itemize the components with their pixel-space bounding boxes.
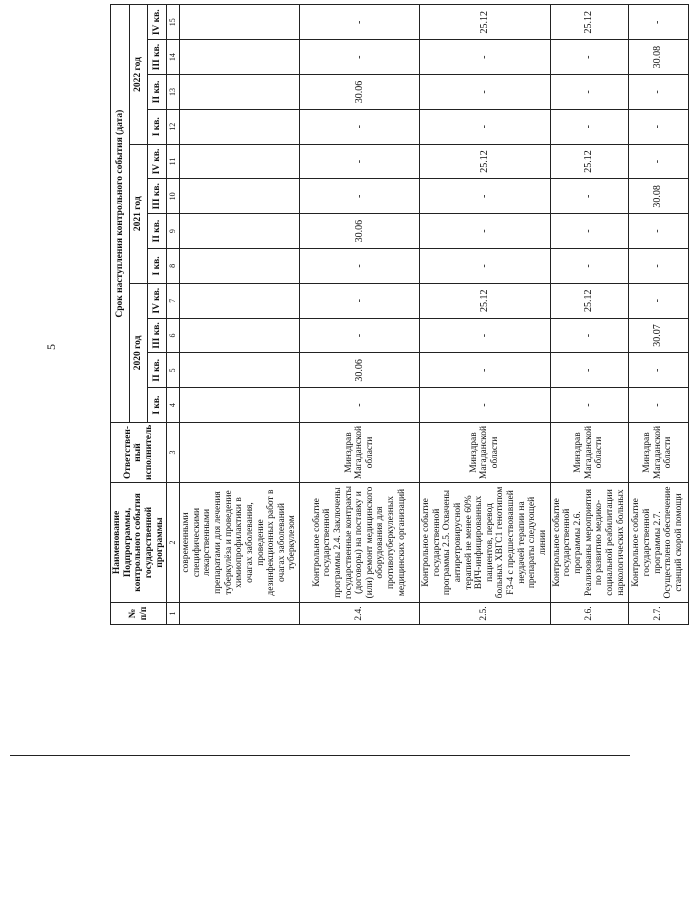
quarter-cell xyxy=(180,5,300,40)
quarter-cell xyxy=(180,40,300,75)
header-name: Наименование Подпрограммы, контрольного события государственной программы xyxy=(111,483,167,603)
table-row xyxy=(550,5,628,625)
quarter-cell: - xyxy=(628,109,688,144)
quarter-cell xyxy=(180,283,300,318)
row-number: 2.6. xyxy=(550,603,628,625)
quarter-cell: - xyxy=(420,318,551,353)
event-name: Контрольное событие государственной программы 2.4. Заключены государственные контракты (договоры) на поставку и (или) ремонт медицинского оборудования для противотуберкулезных медицинских организаций xyxy=(300,483,420,603)
quarter-cell: - xyxy=(628,388,688,423)
column-index: 12 xyxy=(167,109,180,144)
executor xyxy=(180,423,300,483)
table-row xyxy=(628,5,688,625)
table-row xyxy=(180,5,300,625)
quarter-cell xyxy=(180,353,300,388)
quarter-cell: 25.12 xyxy=(550,5,628,40)
quarter-cell: 25.12 xyxy=(420,144,551,179)
quarter-cell: - xyxy=(550,388,628,423)
page-number: 5 xyxy=(44,344,58,350)
quarter-cell: 30.08 xyxy=(628,179,688,214)
quarter-cell: 30.08 xyxy=(628,40,688,75)
quarter-cell: - xyxy=(628,249,688,284)
quarter-cell: - xyxy=(550,109,628,144)
quarter-cell xyxy=(180,388,300,423)
quarter-cell xyxy=(180,109,300,144)
column-index: 15 xyxy=(167,5,180,40)
quarter-cell: - xyxy=(420,40,551,75)
table-row xyxy=(420,5,551,625)
quarter-cell: 30.06 xyxy=(300,214,420,249)
bottom-rule xyxy=(10,755,630,756)
quarter-cell: 25.12 xyxy=(550,144,628,179)
quarter-cell: - xyxy=(300,144,420,179)
quarter-cell xyxy=(180,144,300,179)
quarter-cell: - xyxy=(628,214,688,249)
quarter-cell: - xyxy=(300,109,420,144)
quarter-cell: - xyxy=(628,353,688,388)
quarter-cell: - xyxy=(300,249,420,284)
executor: Минздрав Магаданской области xyxy=(300,423,420,483)
quarter-cell: - xyxy=(420,214,551,249)
header-quarter: II кв. xyxy=(148,75,167,110)
header-quarter: III кв. xyxy=(148,179,167,214)
column-index: 8 xyxy=(167,249,180,284)
quarter-cell: - xyxy=(550,179,628,214)
header-quarter: I кв. xyxy=(148,249,167,284)
column-index: 4 xyxy=(167,388,180,423)
quarter-cell xyxy=(180,214,300,249)
quarter-cell: - xyxy=(300,5,420,40)
control-events-table xyxy=(110,4,689,625)
quarter-cell: - xyxy=(420,353,551,388)
row-number: 2.7. xyxy=(628,603,688,625)
rotated-table-container xyxy=(110,5,684,625)
header-quarter: III кв. xyxy=(148,318,167,353)
quarter-cell: - xyxy=(300,283,420,318)
quarter-cell: - xyxy=(420,179,551,214)
table-row xyxy=(300,5,420,625)
header-executor: Ответствен-ный исполнитель xyxy=(111,423,167,483)
column-index: 3 xyxy=(167,423,180,483)
column-index: 9 xyxy=(167,214,180,249)
header-quarter: III кв. xyxy=(148,40,167,75)
event-name: Контрольное событие государственной программы 2.5. Охвачены антиретровирусной терапией не менее 60% ВИЧ-инфицированных пациентов, перевод больных ХВГС1 генотипом F3-4 с предшествовавшей неудачей терапии на препараты следующей линии xyxy=(420,483,551,603)
executor: Минздрав Магаданской области xyxy=(550,423,628,483)
column-index: 2 xyxy=(167,483,180,603)
quarter-cell: 30.07 xyxy=(628,318,688,353)
executor: Минздрав Магаданской области xyxy=(628,423,688,483)
quarter-cell: - xyxy=(550,75,628,110)
column-index: 5 xyxy=(167,353,180,388)
quarter-cell: - xyxy=(550,249,628,284)
quarter-cell: - xyxy=(300,40,420,75)
quarter-cell xyxy=(180,249,300,284)
header-year-2022: 2022 год xyxy=(129,5,148,144)
row-number: 2.5. xyxy=(420,603,551,625)
quarter-cell: 25.12 xyxy=(420,5,551,40)
quarter-cell: - xyxy=(628,75,688,110)
header-quarter: IV кв. xyxy=(148,283,167,318)
column-index: 1 xyxy=(167,603,180,625)
header-quarter: I кв. xyxy=(148,388,167,423)
header-deadline: Срок наступления контрольного события (дата) xyxy=(111,5,130,423)
quarter-cell: 25.12 xyxy=(420,283,551,318)
quarter-cell: - xyxy=(300,179,420,214)
quarter-cell: 30.06 xyxy=(300,353,420,388)
column-index: 11 xyxy=(167,144,180,179)
quarter-cell: - xyxy=(300,388,420,423)
quarter-cell: - xyxy=(628,5,688,40)
quarter-cell: - xyxy=(550,214,628,249)
quarter-cell: - xyxy=(420,109,551,144)
executor: Минздрав Магаданской области xyxy=(420,423,551,483)
column-index: 10 xyxy=(167,179,180,214)
column-index: 7 xyxy=(167,283,180,318)
quarter-cell: - xyxy=(420,249,551,284)
column-index: 14 xyxy=(167,40,180,75)
quarter-cell: - xyxy=(628,144,688,179)
quarter-cell: - xyxy=(550,353,628,388)
row-number xyxy=(180,603,300,625)
quarter-cell: 30.06 xyxy=(300,75,420,110)
quarter-cell: - xyxy=(420,388,551,423)
column-index: 13 xyxy=(167,75,180,110)
column-index: 6 xyxy=(167,318,180,353)
header-num: № п/п xyxy=(111,603,167,625)
quarter-cell xyxy=(180,75,300,110)
header-quarter: IV кв. xyxy=(148,5,167,40)
header-quarter: II кв. xyxy=(148,214,167,249)
header-quarter: IV кв. xyxy=(148,144,167,179)
quarter-cell: - xyxy=(550,40,628,75)
header-quarter: II кв. xyxy=(148,353,167,388)
quarter-cell: - xyxy=(550,318,628,353)
event-name: Контрольное событие государственной программы 2.6. Реализованы мероприятия по развитию медико-социальной реабилитации наркологических больных xyxy=(550,483,628,603)
quarter-cell: - xyxy=(300,318,420,353)
event-name: Контрольное событие государственной программы 2.7. Осуществлено обеспечение станций скорой помощи xyxy=(628,483,688,603)
header-year-2020: 2020 год xyxy=(129,283,148,422)
header-year-2021: 2021 год xyxy=(129,144,148,283)
quarter-cell: - xyxy=(420,75,551,110)
header-quarter: I кв. xyxy=(148,109,167,144)
quarter-cell xyxy=(180,318,300,353)
table-body xyxy=(180,5,688,625)
row-number: 2.4. xyxy=(300,603,420,625)
event-name: современными специфическими лекарственными препаратами для лечения туберкулёза и проведение химиопрофилактики в очагах заболевания, проведение дезинфекционных работ в очагах заболеваний туберкулезом xyxy=(180,483,300,603)
quarter-cell: 25.12 xyxy=(550,283,628,318)
quarter-cell: - xyxy=(628,283,688,318)
quarter-cell xyxy=(180,179,300,214)
